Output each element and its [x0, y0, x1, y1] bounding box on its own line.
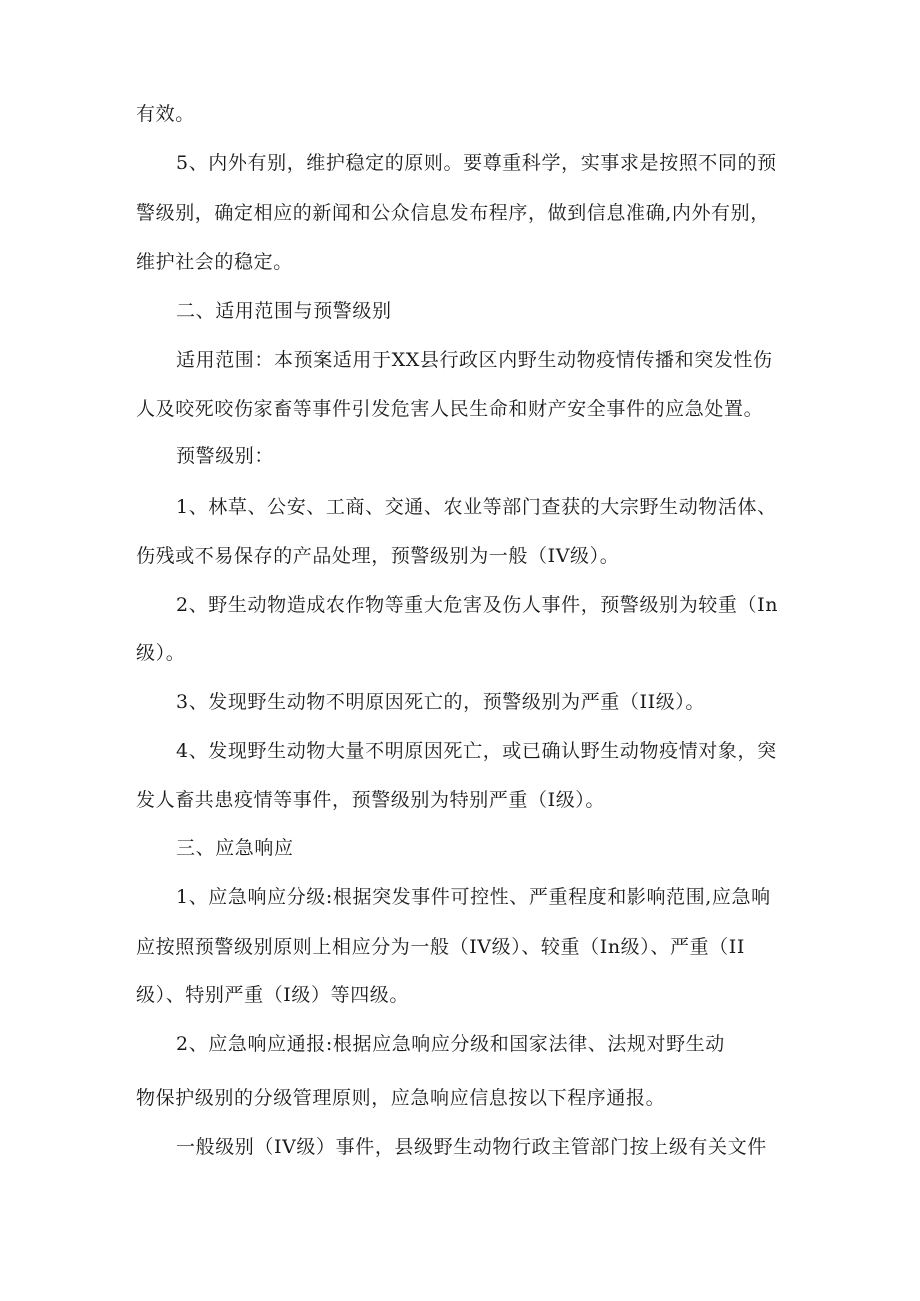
paragraph-line: 1、应急响应分级:根据突发事件可控性、严重程度和影响范围,应急响 — [176, 886, 771, 908]
paragraph-line: 物保护级别的分级管理原则，应急响应信息按以下程序通报。 — [136, 1087, 666, 1109]
paragraph-line: 伤残或不易保存的产品处理，预警级别为一般（IV级）。 — [136, 545, 620, 567]
section-heading: 三、应急响应 — [176, 837, 294, 859]
paragraph-line: 3、发现野生动物不明原因死亡的，预警级别为严重（II级）。 — [176, 691, 706, 713]
paragraph-line: 4、发现野生动物大量不明原因死亡，或已确认野生动物疫情对象，突 — [176, 740, 777, 762]
paragraph-line: 级）。 — [136, 642, 186, 664]
paragraph-line: 人及咬死咬伤家畜等事件引发危害人民生命和财产安全事件的应急处置。 — [136, 398, 764, 420]
paragraph-line: 预警级别： — [176, 445, 275, 467]
paragraph-line: 应按照预警级别原则上相应分为一般（IV级）、较重（In级）、严重（II — [136, 936, 745, 958]
paragraph-line: 2、应急响应通报:根据应急响应分级和国家法律、法规对野生动 — [176, 1033, 725, 1055]
paragraph-line: 警级别，确定相应的新闻和公众信息发布程序，做到信息准确,内外有别， — [136, 202, 770, 224]
paragraph-line: 一般级别（IV级）事件，县级野生动物行政主管部门按上级有关文件 — [176, 1136, 767, 1158]
paragraph-line: 有效。 — [136, 103, 195, 125]
paragraph-line: 维护社会的稳定。 — [136, 251, 293, 273]
paragraph-line: 适用范围：本预案适用于XX县行政区内野生动物疫情传播和突发性伤 — [176, 349, 773, 371]
paragraph-line: 1、林草、公安、工商、交通、农业等部门查获的大宗野生动物活体、 — [176, 496, 777, 518]
section-heading: 二、适用范围与预警级别 — [176, 300, 392, 322]
paragraph-line: 级）、特别严重（I级）等四级。 — [136, 984, 410, 1006]
paragraph-line: 发人畜共患疫情等事件，预警级别为特别严重（I级）。 — [136, 789, 606, 811]
paragraph-line: 5、内外有别，维护稳定的原则。要尊重科学，实事求是按照不同的预 — [176, 152, 777, 174]
paragraph-line: 2、野生动物造成农作物等重大危害及伤人事件，预警级别为较重（In — [176, 594, 779, 616]
